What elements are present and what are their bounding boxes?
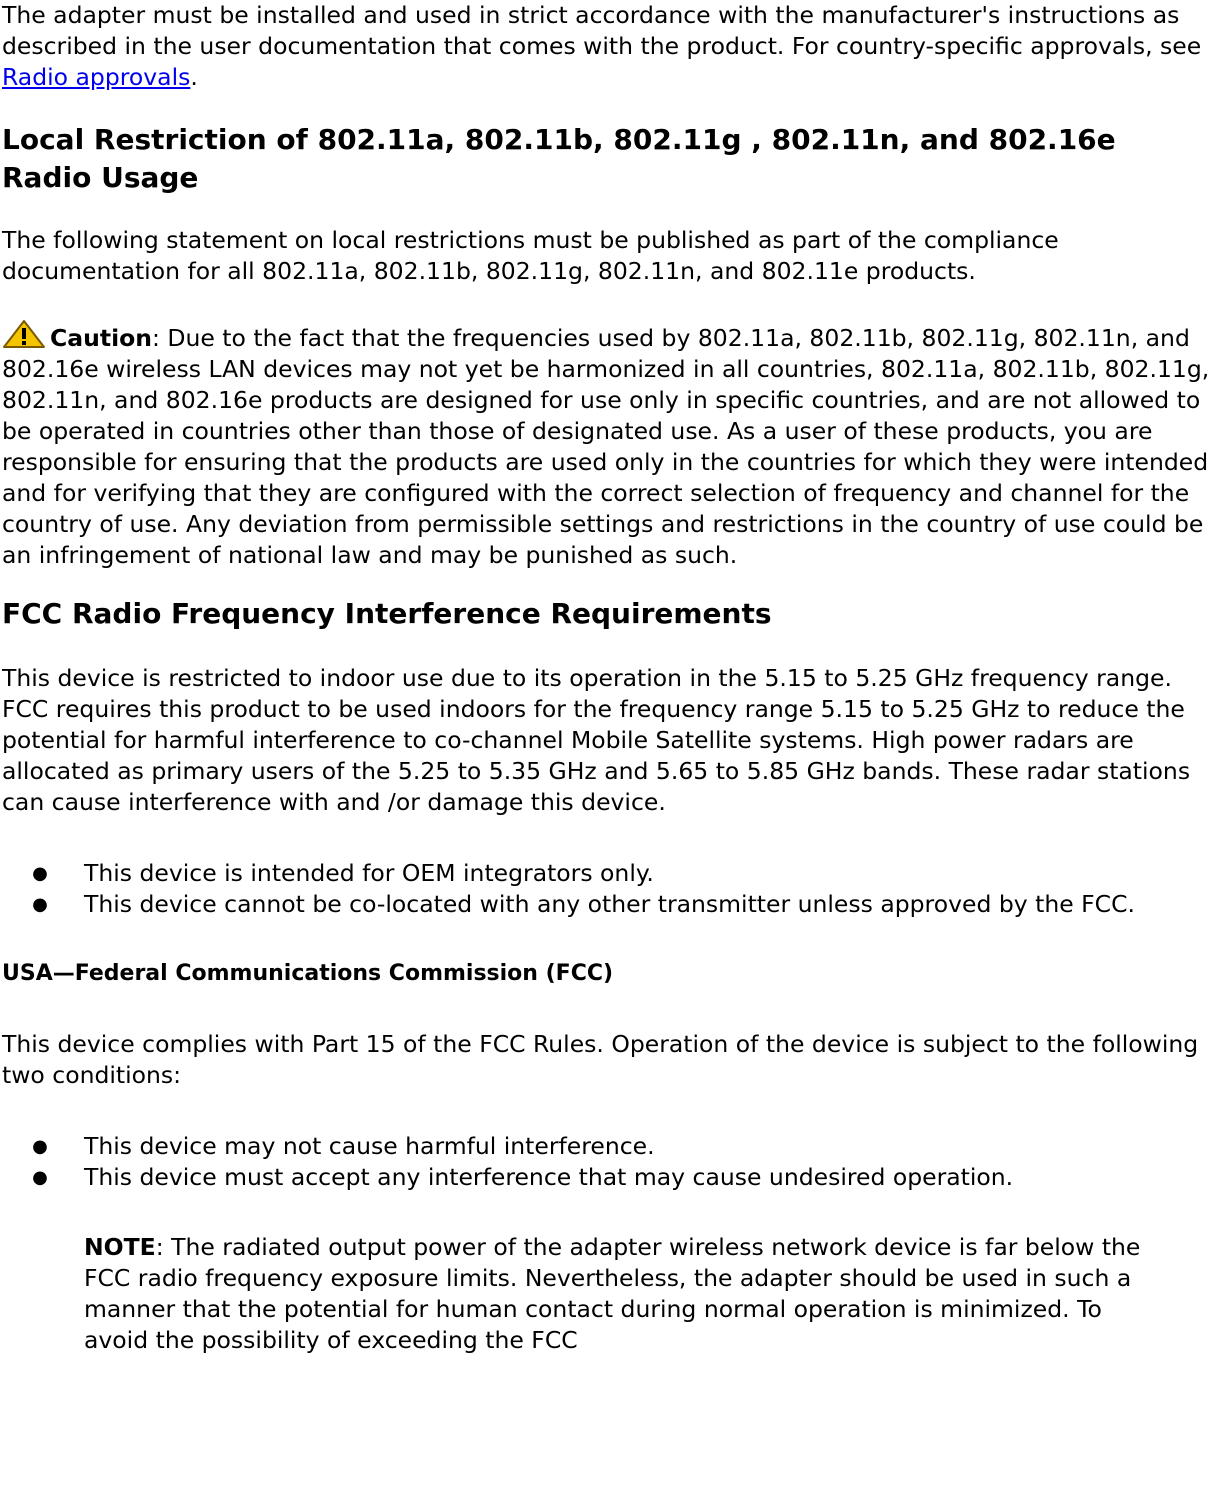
list-item	[32, 1131, 1214, 1162]
radio-approvals-link[interactable]: Radio approvals	[2, 63, 191, 91]
list-item	[32, 1162, 1214, 1193]
intro-text: The adapter must be installed and used in strict accordance with the manufacturer's instructions as described in the user documentation that comes with the product. For country-specific approvals, see	[2, 1, 1202, 60]
caution-paragraph	[2, 319, 1214, 571]
list-item	[32, 889, 1214, 920]
caution-label: Caution	[50, 324, 152, 352]
bullet-icon: ●	[32, 1136, 48, 1157]
usa-fcc-paragraph: This device complies with Part 15 of the FCC Rules. Operation of the device is subject to the following two conditions:	[2, 1030, 1199, 1089]
fcc-interference-list	[2, 858, 1214, 920]
usa-fcc-list	[2, 1131, 1214, 1193]
list-item-text: This device may not cause harmful interference.	[84, 1132, 655, 1160]
note-paragraph	[2, 1232, 1144, 1356]
fcc-interference-heading: FCC Radio Frequency Interference Requirements	[2, 597, 772, 630]
note-text: : The radiated output power of the adapter wireless network device is far below the FCC radio frequency exposure limits. Nevertheless, the adapter should be used in such a manner that the potential for human contact during normal operation is minimized. To avoid the possibility of exceeding the FCC	[84, 1233, 1141, 1354]
intro-text-end: .	[190, 63, 198, 91]
warning-triangle-icon	[2, 319, 46, 349]
document-page	[2, 0, 1214, 1356]
local-restriction-heading: Local Restriction of 802.11a, 802.11b, 802.11g , 802.11n, and 802.16e Radio Usage	[2, 123, 1116, 194]
intro-paragraph	[2, 0, 1214, 93]
usa-fcc-heading: USA—Federal Communications Commission (FCC)	[2, 961, 614, 986]
list-item-text: This device cannot be co-located with any other transmitter unless approved by the FCC.	[84, 890, 1135, 918]
list-item	[32, 858, 1214, 889]
bullet-icon: ●	[32, 1167, 48, 1188]
local-restriction-statement: The following statement on local restrictions must be published as part of the compliance documentation for all 802.11a, 802.11b, 802.11g, 802.11n, and 802.11e products.	[2, 226, 1059, 285]
list-item-text: This device must accept any interference that may cause undesired operation.	[84, 1163, 1014, 1191]
fcc-interference-paragraph: This device is restricted to indoor use due to its operation in the 5.15 to 5.25 GHz frequency range. FCC requires this product to be used indoors for the frequency range 5.15 to 5.25 GHz to reduce the potential for harmful interference to co-channel Mobile Satellite systems. High power radars are allocated as primary users of the 5.25 to 5.35 GHz and 5.65 to 5.85 GHz bands. These radar stations can cause interference with and /or damage this device.	[2, 664, 1191, 816]
bullet-icon: ●	[32, 894, 48, 915]
caution-text: : Due to the fact that the frequencies used by 802.11a, 802.11b, 802.11g, 802.11n, and 802.16e wireless LAN devices may not yet be harmonized in all countries, 802.11a, 802.11b, 802.11g, 802.11n, and 802.16e products are designed for use only in specific countries, and are not allowed to be operated in countries other than those of designated use. As a user of these products, you are responsible for ensuring that the products are used only in the countries for which they were intended and for verifying that they are configured with the correct selection of frequency and channel for the country of use. Any deviation from permissible settings and restrictions in the country of use could be an infringement of national law and may be punished as such.	[2, 324, 1210, 569]
note-label: NOTE	[84, 1233, 156, 1261]
list-item-text: This device is intended for OEM integrators only.	[84, 859, 654, 887]
bullet-icon: ●	[32, 863, 48, 884]
